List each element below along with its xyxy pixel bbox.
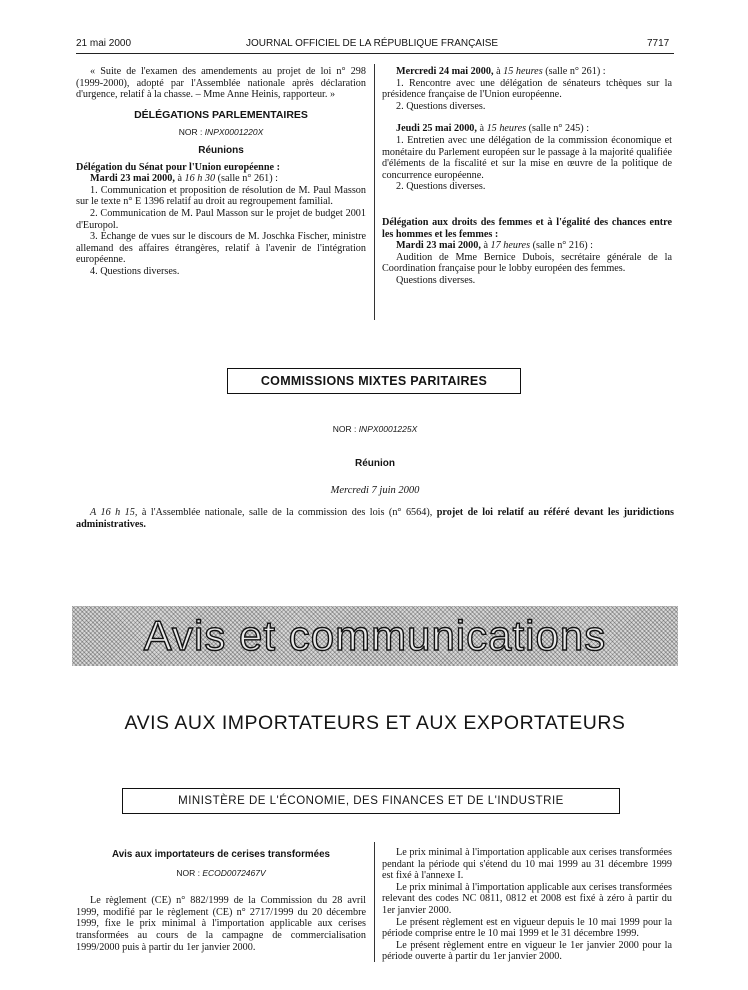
avis-right-paragraph: Le présent règlement entre en vigueur le 1er janvier 2000 pour la période ouverte à partir du 1er janvier 2000. [382,939,672,963]
nor-label: NOR : [178,127,203,138]
cmp-title-box [227,368,521,394]
agenda-item: 2. Questions diverses. [396,100,486,112]
delegation-title: Délégation aux droits des femmes et à l'égalité des chances entre les hommes et les femmes : [382,216,672,240]
nor-reference [76,127,366,139]
header-date: 21 mai 2000 [76,38,132,49]
cmp-paragraph: A 16 h 15, à l'Assemblée nationale, salle de la commission des lois (n° 6564), projet de loi relatif au référé devant les juridictions administratives. [76,507,675,530]
session-line: Jeudi 25 mai 2000, à 15 heures (salle n° 245) : [396,123,590,135]
header-rule [76,53,674,54]
avis-right-column [382,847,672,963]
header-title: JOURNAL OFFICIEL DE LA RÉPUBLIQUE FRANÇAISE [246,38,499,49]
agenda-item: Audition de Mme Bernice Dubois, secrétaire générale de la Coordination française pour le lobby européen des femmes. [382,251,672,275]
avis-banner [72,606,678,666]
subheading-reunions: Réunions [198,144,244,156]
ministry-box [122,788,620,814]
agenda-item: Questions diverses. [396,274,476,286]
banner-title: Avis et communications [143,612,607,659]
session-line: Mardi 23 mai 2000, à 16 h 30 (salle n° 261) : [90,173,278,185]
nor-value: INPX0001220X [204,127,264,138]
ministry-title: MINISTÈRE DE L'ÉCONOMIE, DES FINANCES ET DE L'INDUSTRIE [178,795,564,807]
avis-left-paragraph: Le règlement (CE) n° 882/1999 de la Commission du 28 avril 1999, modifié par le règlement (CE) n° 2717/1999 du 20 décembre 1999, fixe le prix minimal à l'importation applicable aux cerises transformées au cours de la campagne de commercialisation 1999/2000 puis à partir du 1er janvier 2000. [76,895,366,953]
avis-heading: AVIS AUX IMPORTATEURS ET AUX EXPORTATEURS [124,712,626,734]
cmp-nor-reference: NOR : INPX0001225X [332,424,418,434]
agenda-item: 1. Rencontre avec une délégation de sénateurs tchèques sur la présidence française de l'Union européenne. [382,77,672,101]
avis-right-paragraph: Le présent règlement est en vigueur depuis le 10 mai 1999 pour la période comprise entre le 10 mai 1999 et le 31 décembre 1999. [382,916,672,940]
delegation-title: Délégation du Sénat pour l'Union européenne : [76,161,280,173]
agenda-item: 3. Echange de vues sur le discours de M. Joschka Fischer, ministre allemand des affaires étrangères, relatif à l'avenir de l'intégration européenne. [76,231,366,266]
cmp-subheading: Réunion [355,458,395,469]
column-divider [374,64,375,320]
agenda-item: 4. Questions diverses. [90,265,180,277]
avis-nor-reference: NOR : ECOD0072467V [176,867,266,878]
agenda-item: 1. Communication et proposition de résolution de M. Paul Masson sur le texte n° E 1396 relatif au droit au regroupement familial. [76,184,366,208]
right-column [382,66,672,287]
cmp-title: COMMISSIONS MIXTES PARITAIRES [260,374,488,388]
cmp-date: Mercredi 7 juin 2000 [330,485,420,496]
agenda-item: 1. Entretien avec une délégation de la commission économique et monétaire du Parlement européen sur le passage à la majorité qualifiée d'éléments de la fiscalité et sur la mise en œuvre de la politique de concurrence européenne. [382,134,672,181]
avis-left-column [76,849,366,953]
session-line: Mercredi 24 mai 2000, à 15 heures (salle n° 261) : [396,66,606,77]
avis-subheading: Avis aux importateurs de cerises transformées [112,849,330,860]
header-page-number: 7717 [647,38,670,49]
left-column [76,66,366,278]
intro-paragraph: « Suite de l'examen des amendements au projet de loi n° 298 (1999-2000), adopté par l'Assemblée nationale après déclaration d'urgence, relatif à la chasse. – Mme Anne Heinis, rapporteur. » [76,66,366,101]
agenda-item: 2. Questions diverses. [396,181,486,193]
session-line: Mardi 23 mai 2000, à 17 heures (salle n° 216) : [396,240,593,252]
avis-right-paragraph: Le prix minimal à l'importation applicable aux cerises transformées relevant des codes NC 0811, 0812 et 2008 est fixé à zéro à partir du 1er janvier 2000. [382,881,672,916]
avis-right-paragraph: Le prix minimal à l'importation applicable aux cerises transformées pendant la période qui s'étend du 10 mai 1999 au 31 décembre 1999 est fixé à l'annexe I. [382,847,672,882]
column-divider [374,842,375,962]
section-heading-delegations: DÉLÉGATIONS PARLEMENTAIRES [134,108,308,121]
agenda-item: 2. Communication de M. Paul Masson sur le projet de budget 2001 d'Europol. [76,207,366,231]
